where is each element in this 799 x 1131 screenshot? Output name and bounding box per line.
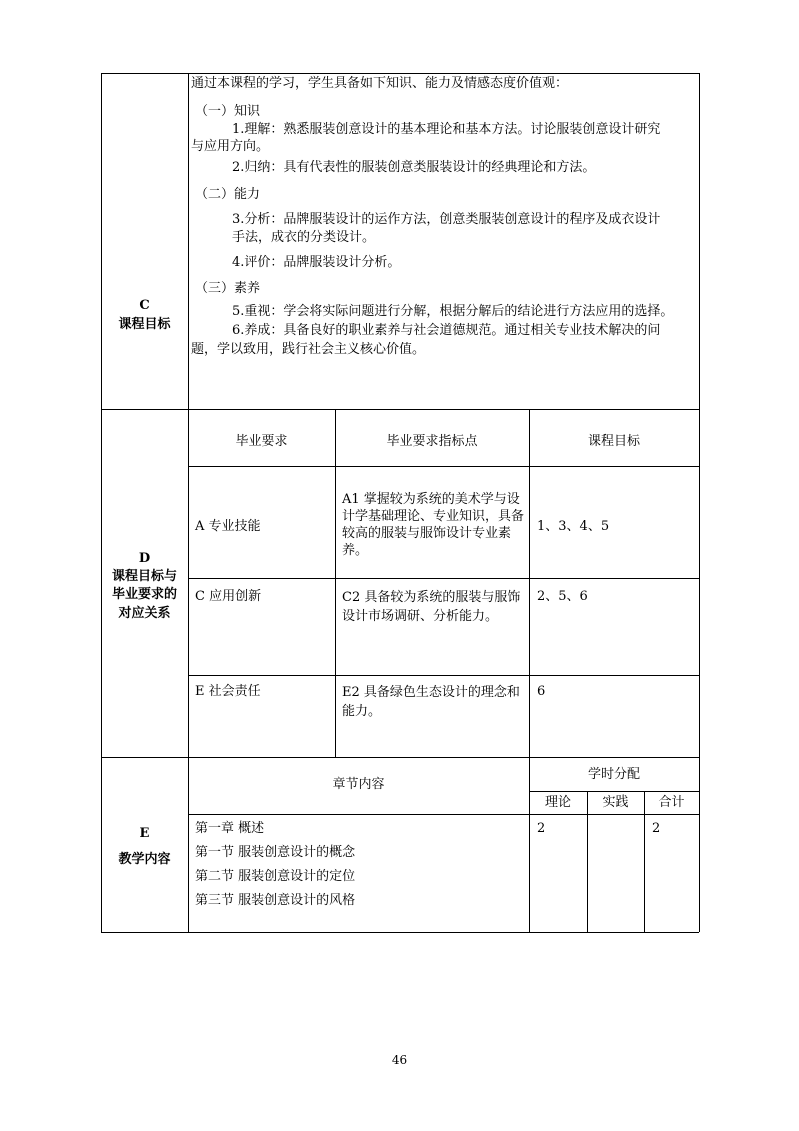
e-theory-border <box>587 791 588 932</box>
quality-heading: （三）素养 <box>195 281 261 296</box>
total-hours: 2 <box>652 821 661 836</box>
table-top-border <box>101 73 699 74</box>
chapter-content-header: 章节内容 <box>332 777 385 792</box>
ability-heading: （二）能力 <box>195 187 261 202</box>
objective-5: 5.重视：学会将实际问题进行分解，根据分解后的结论进行方法应用的选择。 <box>232 304 674 319</box>
section-c-label: 课程目标 <box>118 317 171 332</box>
chapter-line: 第一节 服装创意设计的概念 <box>195 845 356 860</box>
chapter-line: 第二节 服装创意设计的定位 <box>195 869 356 884</box>
section-d-code: D <box>138 551 151 566</box>
e-practice-border <box>644 791 645 932</box>
knowledge-heading: （一）知识 <box>195 104 261 119</box>
table-bottom-border <box>101 932 699 933</box>
hours-header-split <box>529 791 699 792</box>
objective-2: 2.归纳：具有代表性的服装创意类服装设计的经典理论和方法。 <box>232 160 596 175</box>
total-header: 合计 <box>658 795 685 810</box>
practice-header: 实践 <box>602 795 629 810</box>
chapter-line: 第一章 概述 <box>195 821 265 836</box>
objective-1-line1: 1.理解：熟悉服装创意设计的基本理论和基本方法。讨论服装创意设计研究 <box>232 122 661 137</box>
d-col2-border <box>529 409 530 932</box>
section-d-label-line2: 毕业要求的 <box>111 587 177 602</box>
hours-allocation-header: 学时分配 <box>587 767 640 782</box>
e-header-bottom-border <box>188 814 699 815</box>
table-right-border <box>699 73 700 932</box>
requirement-c: C 应用创新 <box>195 589 262 604</box>
label-column-border <box>188 73 189 932</box>
objectives-e: 6 <box>537 684 546 699</box>
objective-3-line1: 3.分析：品牌服装设计的运作方法，创意类服装创意设计的程序及成衣设计 <box>232 212 661 227</box>
section-e-code: E <box>139 826 150 841</box>
objective-3-line2: 手法，成衣的分类设计。 <box>232 230 376 245</box>
objective-6-line1: 6.养成：具备良好的职业素养与社会道德规范。通过相关专业技术解决的问 <box>232 323 661 338</box>
chapter-line: 第三节 服装创意设计的风格 <box>195 893 356 908</box>
section-c-code: C <box>139 298 150 313</box>
page-number: 46 <box>391 1053 408 1067</box>
requirement-a: A 专业技能 <box>195 519 261 534</box>
d-col1-border <box>335 409 336 757</box>
indicator-e2: E2 具备绿色生态设计的理念和能力。 <box>342 685 520 719</box>
header-graduation-requirement: 毕业要求 <box>235 434 288 449</box>
objective-4: 4.评价：品牌服装设计分析。 <box>232 255 401 270</box>
d-header-bottom-border <box>188 466 699 467</box>
objectives-a: 1、3、4、5 <box>537 519 610 534</box>
table-left-border <box>101 73 102 932</box>
objectives-c: 2、5、6 <box>537 589 588 604</box>
indicator-c2: C2 具备较为系统的服装与服饰设计市场调研、分析能力。 <box>342 590 521 624</box>
d-row1-bottom-border <box>188 578 699 579</box>
section-d-label-line3: 对应关系 <box>118 606 171 621</box>
section-d-label-line1: 课程目标与 <box>111 569 177 584</box>
section-c-bottom-border <box>101 409 699 410</box>
header-requirement-indicator: 毕业要求指标点 <box>386 434 478 449</box>
section-c-intro: 通过本课程的学习，学生具备如下知识、能力及情感态度价值观： <box>191 76 569 91</box>
objective-6-line2: 题，学以致用，践行社会主义核心价值。 <box>191 342 426 357</box>
requirement-e: E 社会责任 <box>195 684 261 699</box>
section-d-bottom-border <box>101 757 699 758</box>
d-row2-bottom-border <box>188 675 699 676</box>
theory-header: 理论 <box>544 795 571 810</box>
objective-1-line2: 与应用方向。 <box>191 139 270 154</box>
header-course-objective: 课程目标 <box>587 434 640 449</box>
section-e-label: 教学内容 <box>118 852 171 867</box>
indicator-a1: A1 掌握较为系统的美术学与设计学基础理论、专业知识，具备较高的服装与服饰设计专业素养。 <box>342 492 525 558</box>
theory-hours: 2 <box>537 821 546 836</box>
